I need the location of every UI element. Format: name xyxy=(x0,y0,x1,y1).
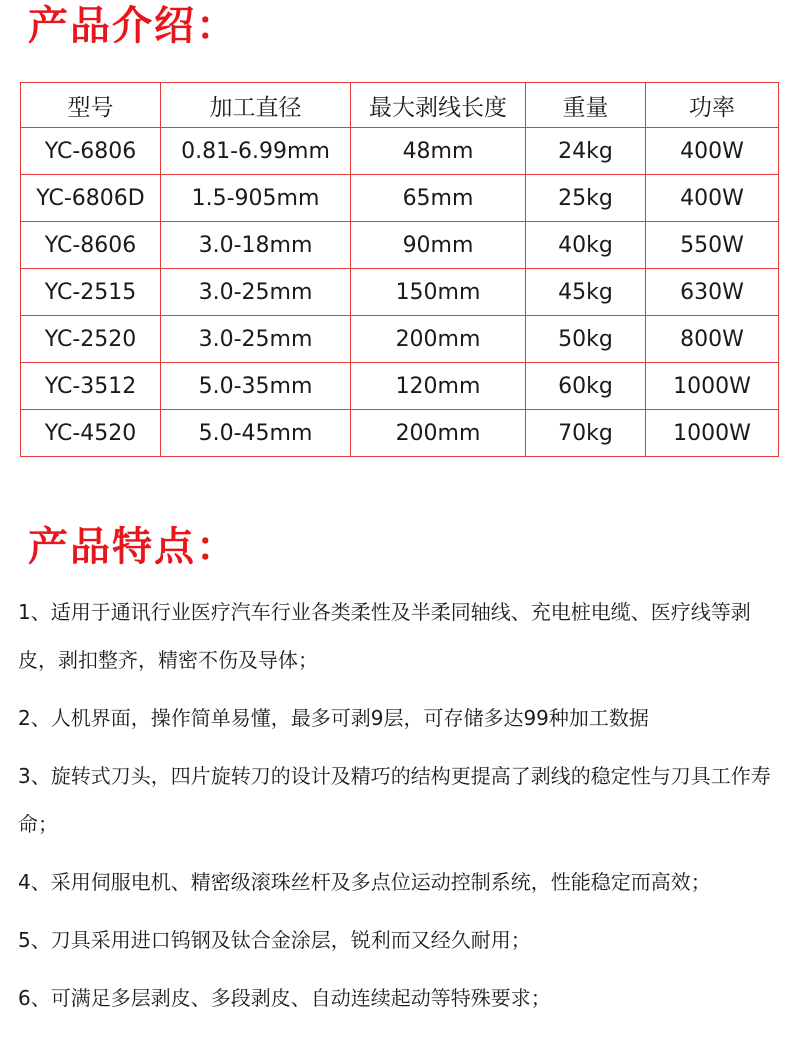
cell-weight: 24kg xyxy=(526,128,646,175)
table-header-row xyxy=(21,83,779,128)
cell-diameter: 3.0-18mm xyxy=(161,222,351,269)
cell-model: YC-6806 xyxy=(21,128,161,175)
header-diameter: 加工直径 xyxy=(161,83,351,128)
cell-weight: 70kg xyxy=(526,410,646,457)
header-model: 型号 xyxy=(21,83,161,128)
cell-power: 400W xyxy=(646,175,779,222)
table-row xyxy=(21,269,779,316)
table-row xyxy=(21,410,779,457)
cell-strip-length: 48mm xyxy=(351,128,526,175)
header-weight: 重量 xyxy=(526,83,646,128)
product-intro-title: 产品介绍： xyxy=(28,3,238,49)
cell-strip-length: 150mm xyxy=(351,269,526,316)
table-row xyxy=(21,128,779,175)
table-row xyxy=(21,316,779,363)
feature-item-6: 6、可满足多层剥皮、多段剥皮、自动连续起动等特殊要求； xyxy=(18,986,551,1010)
cell-power: 1000W xyxy=(646,410,779,457)
product-features-title: 产品特点： xyxy=(28,524,238,570)
table-row xyxy=(21,363,779,410)
cell-model: YC-2520 xyxy=(21,316,161,363)
cell-strip-length: 120mm xyxy=(351,363,526,410)
cell-strip-length: 200mm xyxy=(351,410,526,457)
cell-diameter: 3.0-25mm xyxy=(161,316,351,363)
header-power: 功率 xyxy=(646,83,779,128)
cell-strip-length: 200mm xyxy=(351,316,526,363)
cell-weight: 25kg xyxy=(526,175,646,222)
cell-diameter: 3.0-25mm xyxy=(161,269,351,316)
spec-table xyxy=(20,82,779,457)
cell-weight: 45kg xyxy=(526,269,646,316)
cell-model: YC-6806D xyxy=(21,175,161,222)
features-list xyxy=(18,588,790,1032)
table-row xyxy=(21,175,779,222)
cell-power: 550W xyxy=(646,222,779,269)
cell-diameter: 5.0-45mm xyxy=(161,410,351,457)
cell-weight: 50kg xyxy=(526,316,646,363)
cell-model: YC-8606 xyxy=(21,222,161,269)
cell-strip-length: 90mm xyxy=(351,222,526,269)
cell-model: YC-2515 xyxy=(21,269,161,316)
table-row xyxy=(21,222,779,269)
header-max-strip-length: 最大剥线长度 xyxy=(351,83,526,128)
feature-item-2: 2、人机界面，操作简单易懂，最多可剥9层，可存储多达99种加工数据 xyxy=(18,706,649,730)
feature-item-5: 5、刀具采用进口钨钢及钛合金涂层，锐利而又经久耐用； xyxy=(18,928,531,952)
cell-power: 1000W xyxy=(646,363,779,410)
cell-model: YC-4520 xyxy=(21,410,161,457)
cell-model: YC-3512 xyxy=(21,363,161,410)
feature-item-3: 3、旋转式刀头，四片旋转刀的设计及精巧的结构更提高了剥线的稳定性与刀具工作寿命； xyxy=(18,764,771,836)
cell-power: 400W xyxy=(646,128,779,175)
cell-power: 800W xyxy=(646,316,779,363)
feature-item-4: 4、采用伺服电机、精密级滚珠丝杆及多点位运动控制系统，性能稳定而高效； xyxy=(18,870,711,894)
cell-weight: 40kg xyxy=(526,222,646,269)
cell-power: 630W xyxy=(646,269,779,316)
cell-diameter: 0.81-6.99mm xyxy=(161,128,351,175)
cell-weight: 60kg xyxy=(526,363,646,410)
cell-diameter: 5.0-35mm xyxy=(161,363,351,410)
feature-item-1: 1、适用于通讯行业医疗汽车行业各类柔性及半柔同轴线、充电桩电缆、医疗线等剥皮，剥扣整齐，精密不伤及导体； xyxy=(18,600,751,672)
cell-strip-length: 65mm xyxy=(351,175,526,222)
cell-diameter: 1.5-905mm xyxy=(161,175,351,222)
